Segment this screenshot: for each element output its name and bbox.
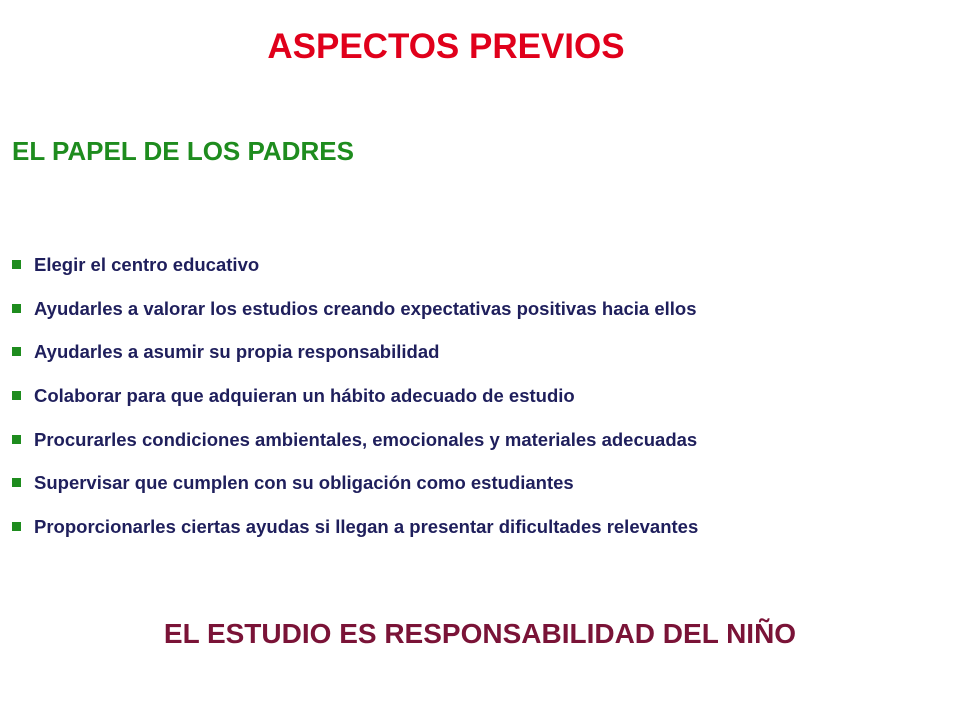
square-bullet-icon	[12, 347, 21, 356]
bullet-item	[12, 296, 698, 340]
square-bullet-icon	[12, 260, 21, 269]
slide-conclusion: EL ESTUDIO ES RESPONSABILIDAD DEL NIÑO	[163, 618, 797, 649]
bullet-text: Ayudarles a valorar los estudios creando expectativas positivas hacia ellos	[34, 297, 697, 319]
bullet-text: Proporcionarles ciertas ayudas si llegan a presentar dificultades relevantes	[34, 516, 699, 538]
square-bullet-icon	[12, 391, 21, 400]
bullet-item	[12, 427, 698, 471]
bullet-text: Ayudarles a asumir su propia responsabilidad	[34, 341, 440, 363]
bullet-item	[12, 470, 698, 514]
bullet-item	[12, 339, 698, 383]
square-bullet-icon	[12, 435, 21, 444]
bullet-text: Procurarles condiciones ambientales, emocionales y materiales adecuadas	[34, 428, 698, 450]
square-bullet-icon	[12, 478, 21, 487]
square-bullet-icon	[12, 304, 21, 313]
slide-title: ASPECTOS PREVIOS	[267, 27, 625, 66]
slide-subtitle: EL PAPEL DE LOS PADRES	[12, 136, 354, 166]
bullet-text: Elegir el centro educativo	[34, 254, 260, 275]
bullet-item	[12, 383, 698, 427]
bullet-text: Supervisar que cumplen con su obligación como estudiantes	[34, 472, 574, 494]
bullet-item	[12, 252, 698, 296]
bullet-list	[12, 252, 698, 558]
square-bullet-icon	[12, 522, 21, 531]
bullet-text: Colaborar para que adquieran un hábito adecuado de estudio	[34, 385, 575, 407]
bullet-item	[12, 514, 698, 558]
